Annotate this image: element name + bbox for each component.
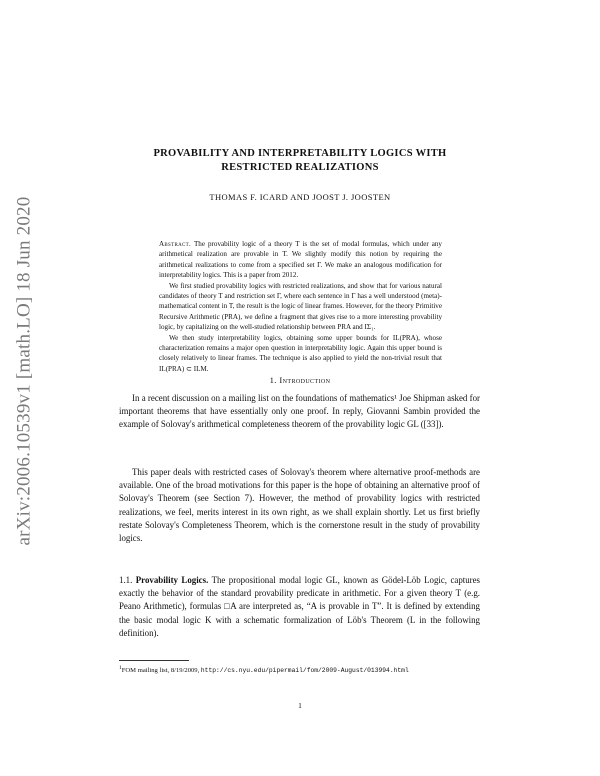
footnote bbox=[119, 664, 480, 675]
abstract-p1-text: The provability logic of a theory T is the set of modal formulas, which under any arithmetical realization are provable in T. We slightly modify this notion by requiring the arithmetical realizations to come from a specified set Γ. We make an analogous modification for interpretability logics. This is a paper from 2012. bbox=[159, 240, 442, 280]
abstract-block bbox=[159, 239, 442, 374]
abstract-paragraph-1 bbox=[159, 239, 442, 281]
intro-paragraph-2-text: This paper deals with restricted cases of Solovay's theorem where alternative proof-methods are available. One of the broad motivations for this paper is the hope of obtaining an alternative proof of Solovay's Theorem (see Section 7). However, the method of provability logics with restricted realizations, we feel, merits interest in its own right, as we shall explain shortly. Let us first briefly restate Solovay's Completeness Theorem, which is the cornerstone result in the study of provability logics. bbox=[119, 467, 480, 544]
abstract-label: Abstract. bbox=[159, 240, 192, 248]
intro-paragraph-1 bbox=[119, 392, 480, 432]
footnote-text: FOM mailing list, 8/19/2009, bbox=[121, 667, 200, 675]
page-number: 1 bbox=[298, 701, 302, 710]
intro-paragraph-2 bbox=[119, 466, 480, 545]
subsection-number: 1.1. bbox=[119, 575, 133, 585]
section-heading-introduction: 1. Introduction bbox=[269, 375, 331, 385]
subsection-paragraph bbox=[119, 574, 480, 640]
paper-title bbox=[100, 147, 500, 175]
abstract-paragraph-3: We then study interpretability logics, obtaining some upper bounds for IL(PRA), whose characterization remains a major open question in interpretability logic. Again this upper bound is closely relatively to linear frames. The technique is also applied to yield the non-trivial result that IL(PRA) ⊂ ILM. bbox=[159, 333, 442, 373]
abstract-paragraph-2: We first studied provability logics with restricted realizations, and show that for various natural candidates of theory T and restriction set Γ, where each sentence in Γ has a well understood (meta)-mathematical content in T, the result is the logic of linear frames. However, for the theory Primitive Recursive Arithmetic (PRA), we define a fragment that gives rise to a more interesting provability logic, by capitalizing on the well-studied relationship between PRA and IΣ₁. bbox=[159, 281, 442, 332]
footnote-mark: 1 bbox=[119, 665, 122, 671]
footnote-rule bbox=[119, 660, 189, 661]
arxiv-stamp-text: arXiv:2006.10539v1 [math.LO] 18 Jun 2020 bbox=[13, 196, 34, 545]
paper-title-line2: RESTRICTED REALIZATIONS bbox=[221, 162, 379, 173]
arxiv-stamp bbox=[4, 178, 44, 563]
paper-authors: THOMAS F. ICARD AND JOOST J. JOOSTEN bbox=[209, 192, 391, 202]
subsection-title: Provability Logics. bbox=[135, 575, 209, 585]
subsection-text: The propositional modal logic GL, known as Gödel-Löb Logic, captures exactly the behavior of the standard provability predicate in arithmetic. For a given theory T (e.g. Peano Arithmetic), formulas □A are interpreted as, “A is provable in T”. It is defined by extending the basic modal logic K with a schematic formalization of Löb's Theorem (L in the following definition). bbox=[119, 575, 481, 638]
paper-title-line1: PROVABILITY AND INTERPRETABILITY LOGICS WITH bbox=[153, 148, 447, 159]
footnote-link[interactable]: http://cs.nyu.edu/pipermail/fom/2009-August/013994.html bbox=[200, 667, 409, 675]
subsection-provability-logics bbox=[119, 574, 480, 640]
intro-paragraph-1-text: In a recent discussion on a mailing list on the foundations of mathematics¹ Joe Shipman asked for important theorems that have essentially only one proof. In reply, Giovanni Sambin provided the example of Solovay's arithmetical completeness theorem of the provability logic GL ([33]). bbox=[119, 393, 480, 430]
